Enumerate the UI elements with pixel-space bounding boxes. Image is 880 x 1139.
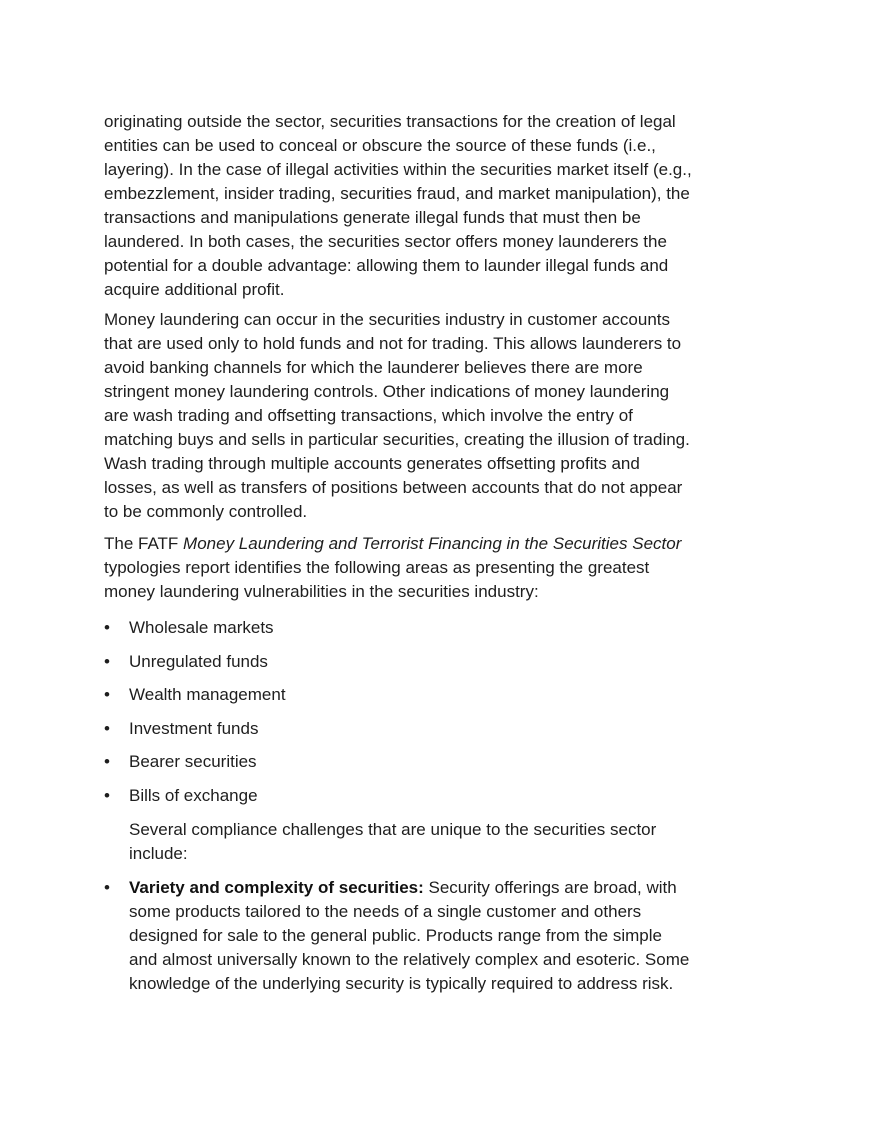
list-item <box>104 616 274 640</box>
text-line: typologies report identifies the following areas as presenting the greatest <box>104 558 650 577</box>
text-line: include: <box>129 844 188 863</box>
report-title: Money Laundering and Terrorist Financing in the Securities Sector <box>183 534 682 553</box>
text-line: some products tailored to the needs of a single customer and others <box>129 902 642 921</box>
text-line: laundered. In both cases, the securities sector offers money launderers the <box>104 232 667 251</box>
text: The FATF <box>104 534 184 553</box>
text-line: matching buys and sells in particular securities, creating the illusion of trading. <box>104 430 690 449</box>
bullet-icon: • <box>104 618 110 637</box>
text-line: to be commonly controlled. <box>104 502 308 521</box>
text-line: designed for sale to the general public. Products range from the simple <box>129 926 662 945</box>
text-line: potential for a double advantage: allowing them to launder illegal funds and <box>104 256 669 275</box>
text-line: layering). In the case of illegal activities within the securities market itself (e.g., <box>104 160 692 179</box>
paragraph-customer-accounts <box>104 308 764 524</box>
paragraph-challenges-intro <box>129 818 789 866</box>
text-line: embezzlement, insider trading, securities fraud, and market manipulation), the <box>104 184 690 203</box>
text-line: money laundering vulnerabilities in the securities industry: <box>104 582 539 601</box>
text-line: that are used only to hold funds and not for trading. This allows launderers to <box>104 334 682 353</box>
list-item-text: Bearer securities <box>129 752 257 771</box>
text-line: Wash trading through multiple accounts generates offsetting profits and <box>104 454 640 473</box>
paragraph-layering <box>104 110 764 302</box>
paragraph-fatf <box>104 532 764 604</box>
list-item <box>104 683 286 707</box>
list-item <box>104 750 257 774</box>
bullet-icon: • <box>104 752 110 771</box>
list-item <box>104 784 258 808</box>
text-line: losses, as well as transfers of positions between accounts that do not appear <box>104 478 683 497</box>
list-item <box>104 717 258 741</box>
bullet-icon: • <box>104 878 110 897</box>
text-line: knowledge of the underlying security is typically required to address risk. <box>129 974 674 993</box>
text-line: originating outside the sector, securities transactions for the creation of legal <box>104 112 676 131</box>
list-item-text: Investment funds <box>129 719 259 738</box>
challenge-heading: Variety and complexity of securities: <box>129 878 424 897</box>
text-line: avoid banking channels for which the launderer believes there are more <box>104 358 643 377</box>
text-line: entities can be used to conceal or obscure the source of these funds (i.e., <box>104 136 656 155</box>
list-item <box>104 650 268 674</box>
text-line: stringent money laundering controls. Other indications of money laundering <box>104 382 670 401</box>
text-line: acquire additional profit. <box>104 280 285 299</box>
bullet-icon: • <box>104 786 110 805</box>
list-item-text: Unregulated funds <box>129 652 268 671</box>
text: Security offerings are broad, with <box>423 878 677 897</box>
bullet-icon: • <box>104 719 110 738</box>
text-line: are wash trading and offsetting transactions, which involve the entry of <box>104 406 633 425</box>
text-line: Several compliance challenges that are unique to the securities sector <box>129 820 657 839</box>
bullet-icon: • <box>104 685 110 704</box>
text-line: Money laundering can occur in the securities industry in customer accounts <box>104 310 671 329</box>
list-item-text: Bills of exchange <box>129 786 258 805</box>
bullet-icon: • <box>104 652 110 671</box>
text-line: and almost universally known to the relatively complex and esoteric. Some <box>129 950 690 969</box>
list-item-text: Wealth management <box>129 685 286 704</box>
list-item-text: Wholesale markets <box>129 618 274 637</box>
text-line: transactions and manipulations generate illegal funds that must then be <box>104 208 641 227</box>
list-item-challenge <box>104 876 689 996</box>
